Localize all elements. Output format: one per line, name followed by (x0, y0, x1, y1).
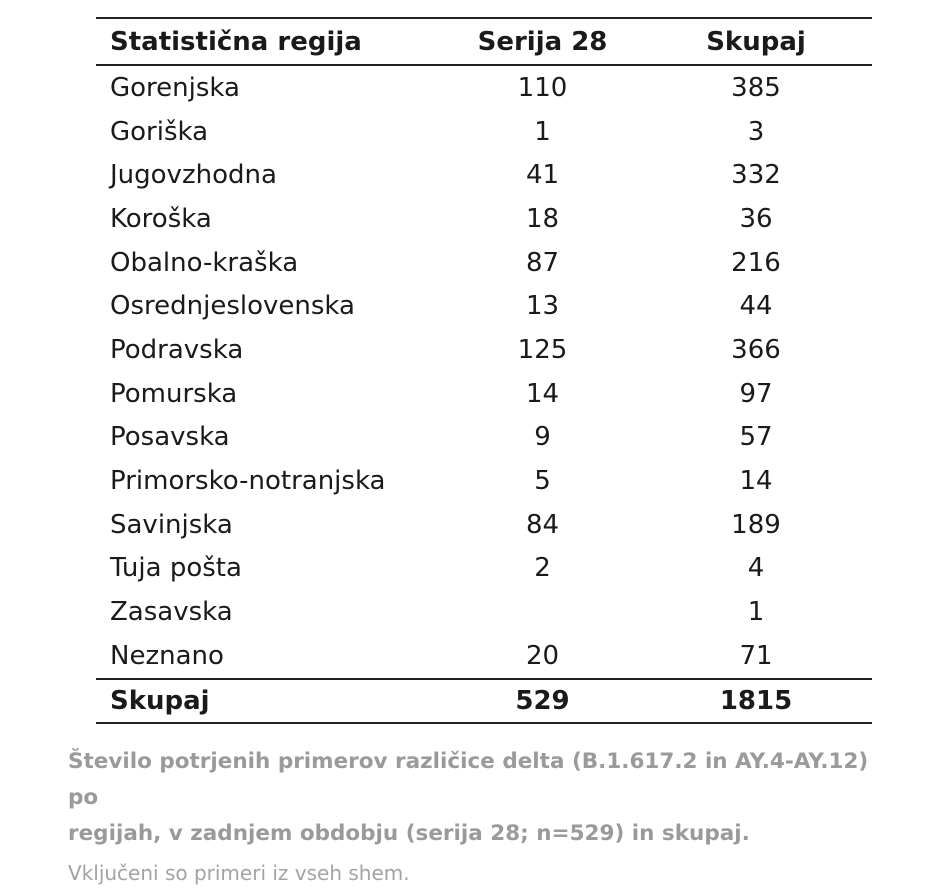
cell-total: 4 (747, 553, 765, 584)
region-cases-table (96, 17, 872, 724)
total-label: Skupaj (96, 679, 445, 723)
cell-series: 2 (534, 553, 551, 584)
cell-series: 18 (525, 203, 560, 234)
table-row (96, 65, 872, 110)
cell-series: 125 (517, 334, 568, 365)
cell-series: 20 (525, 640, 560, 671)
cell-total: 1 (747, 597, 765, 628)
cell-series: 84 (525, 509, 560, 540)
figure-caption (68, 744, 888, 890)
table-row (96, 328, 872, 372)
cell-series: 9 (534, 422, 551, 453)
table-row (96, 459, 872, 503)
cell-region: Savinjska (110, 509, 233, 540)
cell-total: 3 (747, 116, 765, 147)
cell-total: 44 (739, 291, 773, 322)
cell-series: 14 (525, 378, 560, 409)
cell-region: Jugovzhodna (110, 160, 277, 191)
cell-region: Gorenjska (110, 72, 240, 103)
cell-series: 5 (534, 466, 551, 497)
cell-region: Pomurska (110, 378, 238, 409)
table-row (96, 284, 872, 328)
cell-total: 14 (739, 466, 773, 497)
cell-series (445, 590, 640, 634)
table-row (96, 416, 872, 460)
table-row (96, 241, 872, 285)
cell-total: 36 (739, 203, 773, 234)
cell-total: 366 (731, 334, 781, 365)
header-region: Statistična regija (96, 18, 445, 65)
header-series-28: Serija 28 (445, 18, 640, 65)
caption-line-1: Število potrjenih primerov različice delta (B.1.617.2 in AY.4-AY.12) po (68, 749, 869, 810)
cell-series: 87 (525, 247, 560, 278)
cell-region: Podravska (110, 334, 244, 365)
region-table-container (96, 17, 872, 724)
cell-region: Zasavska (110, 597, 233, 628)
cell-region: Koroška (110, 203, 212, 234)
table-row (96, 634, 872, 679)
table-total-row (96, 679, 872, 723)
caption-line-2: regijah, v zadnjem obdobju (serija 28; n=529) in skupaj. (68, 821, 750, 846)
table-header-row (96, 18, 872, 65)
table-row (96, 197, 872, 241)
cell-total: 97 (739, 378, 773, 409)
cell-total: 332 (731, 160, 781, 191)
cell-region: Obalno-kraška (110, 247, 299, 278)
total-overall: 1815 (640, 679, 872, 723)
cell-total: 385 (731, 72, 781, 103)
table-row (96, 547, 872, 591)
caption-note: Vključeni so primeri iz vseh shem. (68, 861, 410, 885)
table-row (96, 372, 872, 416)
cell-region: Posavska (110, 422, 230, 453)
cell-total: 71 (739, 640, 773, 671)
table-row (96, 590, 872, 634)
cell-total: 189 (731, 509, 781, 540)
cell-series: 110 (517, 72, 568, 103)
caption-title (68, 744, 888, 852)
table-row (96, 110, 872, 154)
cell-total: 57 (739, 422, 773, 453)
cell-total: 216 (731, 247, 781, 278)
cell-region: Osrednjeslovenska (110, 291, 355, 322)
total-series-28: 529 (445, 679, 640, 723)
cell-series: 1 (534, 116, 551, 147)
cell-region: Goriška (110, 116, 209, 147)
table-row (96, 153, 872, 197)
cell-region: Tuja pošta (110, 553, 242, 584)
table-row (96, 503, 872, 547)
cell-series: 41 (525, 160, 560, 191)
cell-region: Primorsko-notranjska (110, 466, 386, 497)
cell-series: 13 (525, 291, 560, 322)
cell-region: Neznano (110, 640, 224, 671)
header-total: Skupaj (640, 18, 872, 65)
